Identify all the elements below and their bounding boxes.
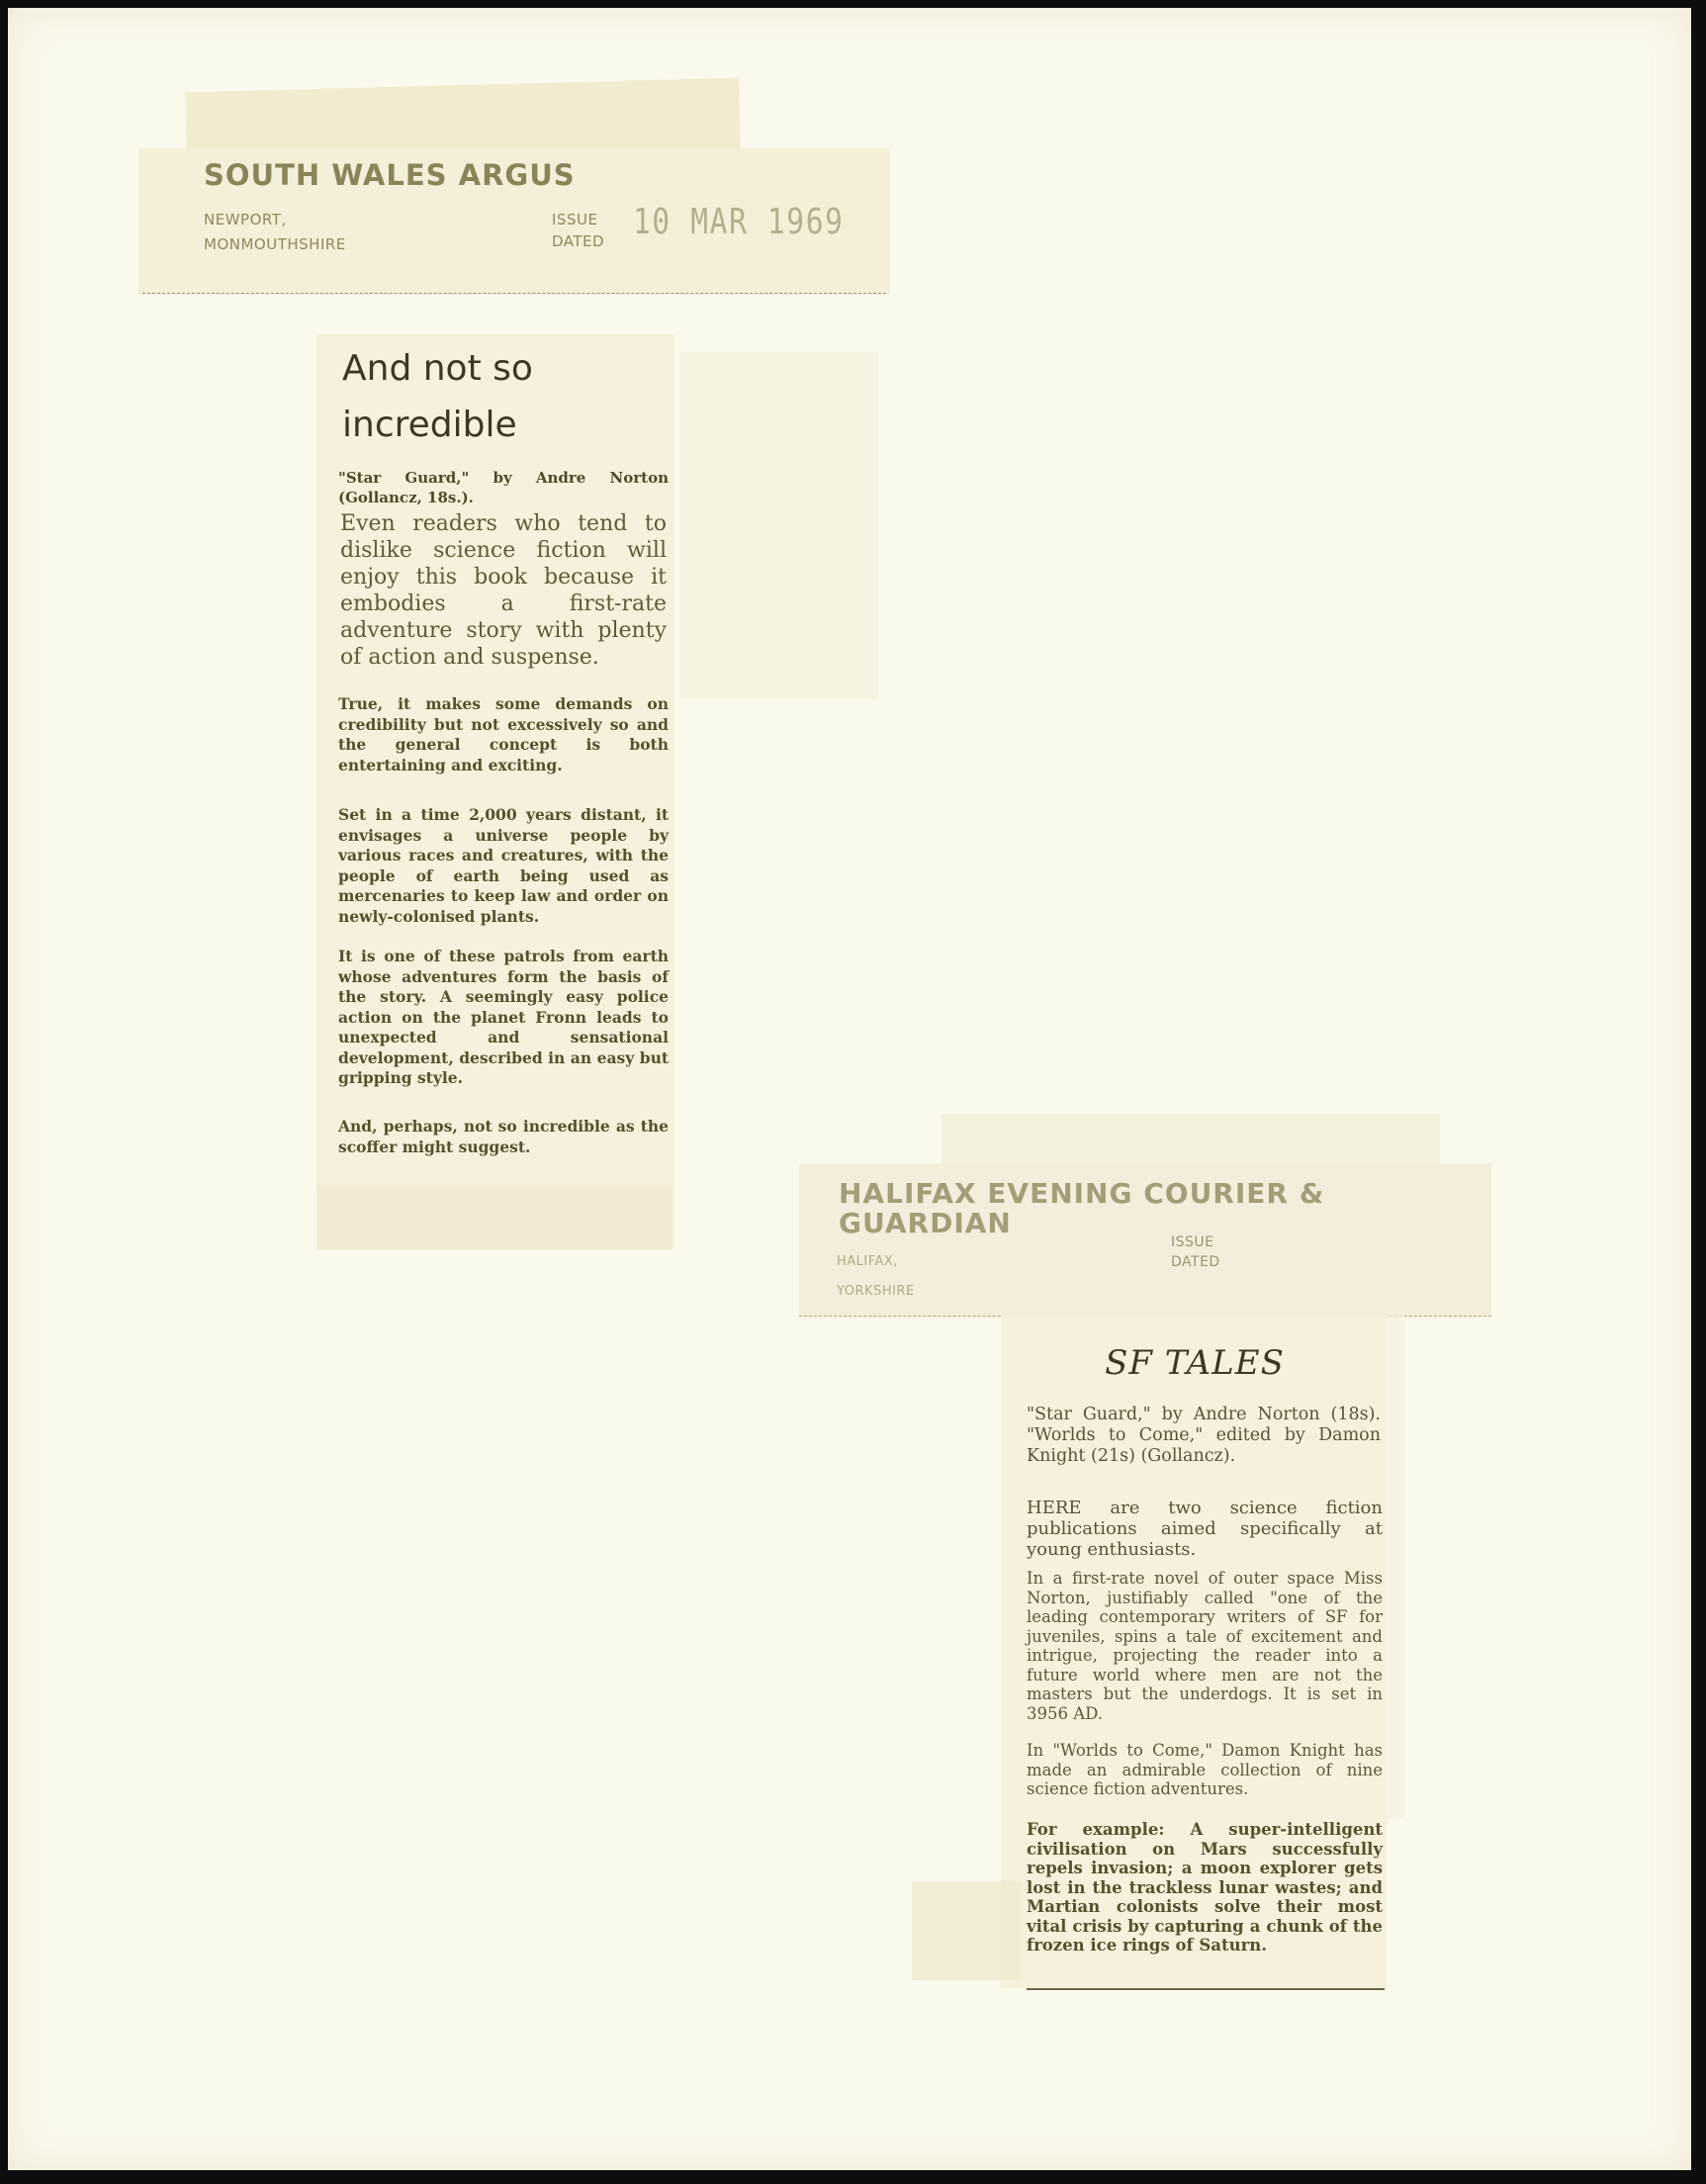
headline-line-1: And not so bbox=[342, 348, 533, 389]
tape-strip bbox=[680, 352, 878, 698]
byline: "Star Guard," by Andre Norton (Gollancz, 18s.). bbox=[338, 469, 669, 506]
headline bbox=[342, 340, 669, 453]
dated-label: DATED bbox=[1171, 1254, 1220, 1270]
paragraph: And, perhaps, not so incredible as the scoffer might suggest. bbox=[338, 1117, 669, 1156]
newspaper-name: SOUTH WALES ARGUS bbox=[204, 158, 576, 192]
tape-strip bbox=[912, 1881, 1021, 1980]
dated-label: DATED bbox=[552, 232, 605, 250]
newspaper-name: HALIFAX EVENING COURIER & GUARDIAN bbox=[839, 1177, 1325, 1239]
tape-strip bbox=[1383, 1304, 1404, 1818]
paragraph: For example: A super-intelligent civilisation on Mars successfully repels invasion; a moon explorer gets lost in the trackless lunar wastes; and Martian colonists solve their most vital crisis by capturing a chunk of the frozen ice rings of Saturn. bbox=[1027, 1820, 1383, 1955]
tape-strip bbox=[942, 1114, 1440, 1165]
paragraph: It is one of these patrols from earth whose adventures form the basis of the story. A seemingly easy police action on the planet Fronn leads to unexpected and sensational development, described in an easy but gripping style. bbox=[338, 947, 669, 1087]
byline: "Star Guard," by Andre Norton (18s). "Worlds to Come," edited by Damon Knight (21s) (Gollancz). bbox=[1027, 1405, 1381, 1466]
lead-paragraph-text: HERE are two science fiction publications aimed specifically at young enthusiasts. bbox=[1027, 1498, 1383, 1560]
tape-strip bbox=[316, 1185, 673, 1250]
paragraph: True, it makes some demands on credibility but not excessively so and the general concept is both entertaining and exciting. bbox=[338, 694, 669, 774]
headline: SF TALES bbox=[1105, 1343, 1285, 1383]
article-end-rule bbox=[1027, 1988, 1385, 1990]
issue-label: ISSUE bbox=[1171, 1234, 1214, 1250]
newspaper-town: HALIFAX, bbox=[837, 1254, 898, 1269]
paragraph: In a first-rate novel of outer space Miss Norton, justifiably called "one of the leading contemporary writers of SF for juveniles, spins a tale of excitement and intrigue, projecting the reader into a future world where men are not the masters but the underdogs. It is set in 3956 AD. bbox=[1027, 1569, 1383, 1723]
issue-label: ISSUE bbox=[552, 211, 598, 228]
lead-paragraph: Even readers who tend to dislike science fiction will enjoy this book because it embodies a first-rate adventure story with plenty of action and suspense. bbox=[340, 511, 667, 670]
paragraph: Set in a time 2,000 years distant, it envisages a universe people by various races and creatures, with the people of earth being used as mercenaries to keep law and order on newly-colonised plants. bbox=[338, 805, 669, 926]
headline-line-2: incredible bbox=[342, 405, 517, 445]
lead-paragraph bbox=[1027, 1498, 1383, 1560]
paragraph: In "Worlds to Come," Damon Knight has made an admirable collection of nine science fiction adventures. bbox=[1027, 1741, 1383, 1798]
newspaper-county: YORKSHIRE bbox=[837, 1284, 915, 1299]
scrapbook-page bbox=[8, 8, 1691, 2170]
newspaper-county: MONMOUTHSHIRE bbox=[204, 235, 346, 253]
masthead-rule bbox=[142, 293, 886, 294]
newspaper-town: NEWPORT, bbox=[204, 211, 287, 228]
date-stamp: 10 MAR 1969 bbox=[633, 202, 845, 242]
